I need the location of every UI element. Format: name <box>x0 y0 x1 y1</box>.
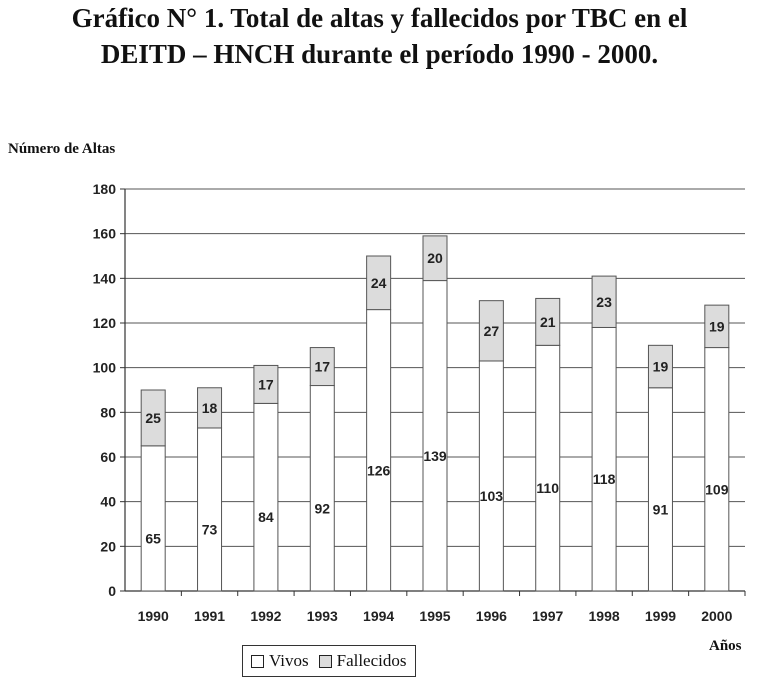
y-tick-label-180: 180 <box>92 181 116 197</box>
chart-title-line-2: DEITD – HNCH durante el período 1990 - 2000. <box>100 39 659 69</box>
bar-vivos-1991 <box>198 428 222 591</box>
x-tick-label-1999: 1999 <box>644 608 677 624</box>
x-tick-label-1993: 1993 <box>306 608 338 624</box>
x-tick-label-1995: 1995 <box>419 608 451 624</box>
bar-vivos-1994 <box>367 310 391 591</box>
y-tick-label-40: 40 <box>100 493 116 510</box>
data-label-fallecidos-1997: 21 <box>539 313 556 330</box>
bar-vivos-1999 <box>648 388 672 591</box>
x-tick-label-1991: 1991 <box>193 608 226 624</box>
chart-legend <box>242 645 416 677</box>
data-label-fallecidos-1998: 23 <box>596 293 612 310</box>
data-label-vivos-1994: 126 <box>366 462 391 479</box>
data-label-vivos-1990: 65 <box>145 530 161 547</box>
data-label-fallecidos-1990: 25 <box>145 409 161 426</box>
data-label-fallecidos-1996: 27 <box>483 322 500 339</box>
y-tick-label-0: 0 <box>108 583 116 599</box>
data-label-vivos-2000: 109 <box>705 481 729 498</box>
data-label-fallecidos-1993: 17 <box>314 358 331 375</box>
bar-vivos-2000 <box>705 348 729 591</box>
y-axis-label: Número de Altas <box>8 141 116 157</box>
bar-vivos-1993 <box>310 386 334 591</box>
y-tick-label-80: 80 <box>100 404 116 421</box>
x-tick-label-1994: 1994 <box>363 608 395 624</box>
x-tick-label-1996: 1996 <box>475 608 507 624</box>
chart-title-line-1: Gráfico N° 1. Total de altas y fallecidos por TBC en el <box>71 3 688 33</box>
y-tick-label-60: 60 <box>100 449 116 465</box>
data-label-vivos-1993: 92 <box>314 500 331 517</box>
data-label-fallecidos-1994: 24 <box>370 274 387 291</box>
legend-swatch-fallecidos <box>319 655 332 668</box>
legend-swatch-vivos <box>251 655 264 668</box>
data-label-vivos-1996: 103 <box>479 487 504 504</box>
x-tick-label-1998: 1998 <box>588 608 620 624</box>
y-tick-label-100: 100 <box>92 359 116 376</box>
x-tick-label-1997: 1997 <box>532 608 564 624</box>
legend-label-fallecidos: Fallecidos <box>336 651 407 670</box>
legend-item-fallecidos <box>319 651 407 671</box>
data-label-vivos-1991: 73 <box>201 521 218 538</box>
y-tick-label-140: 140 <box>92 270 116 287</box>
legend-item-vivos <box>251 651 309 671</box>
y-tick-label-20: 20 <box>100 538 116 555</box>
x-tick-label-1990: 1990 <box>137 608 169 624</box>
data-label-vivos-1999: 91 <box>652 501 669 518</box>
bar-vivos-1998 <box>592 327 616 591</box>
data-label-fallecidos-1991: 18 <box>201 399 218 416</box>
y-tick-label-160: 160 <box>92 225 116 242</box>
data-label-vivos-1998: 118 <box>592 471 616 488</box>
bar-vivos-1997 <box>536 345 560 591</box>
bar-vivos-1995 <box>423 281 447 591</box>
legend-label-vivos: Vivos <box>269 651 309 670</box>
x-axis-label: Años <box>709 638 742 654</box>
data-label-fallecidos-1995: 20 <box>427 250 443 267</box>
data-label-vivos-1997: 110 <box>536 480 560 497</box>
data-label-vivos-1995: 139 <box>423 447 447 464</box>
bar-vivos-1990 <box>141 446 165 591</box>
data-label-fallecidos-1992: 17 <box>258 376 274 393</box>
data-label-vivos-1992: 84 <box>258 509 274 526</box>
x-tick-label-1992: 1992 <box>250 608 282 624</box>
data-label-fallecidos-2000: 19 <box>709 318 725 335</box>
data-label-fallecidos-1999: 19 <box>652 358 669 375</box>
bar-vivos-1996 <box>479 361 503 591</box>
y-tick-label-120: 120 <box>92 315 116 331</box>
x-tick-label-2000: 2000 <box>701 608 733 624</box>
bar-vivos-1992 <box>254 403 278 591</box>
